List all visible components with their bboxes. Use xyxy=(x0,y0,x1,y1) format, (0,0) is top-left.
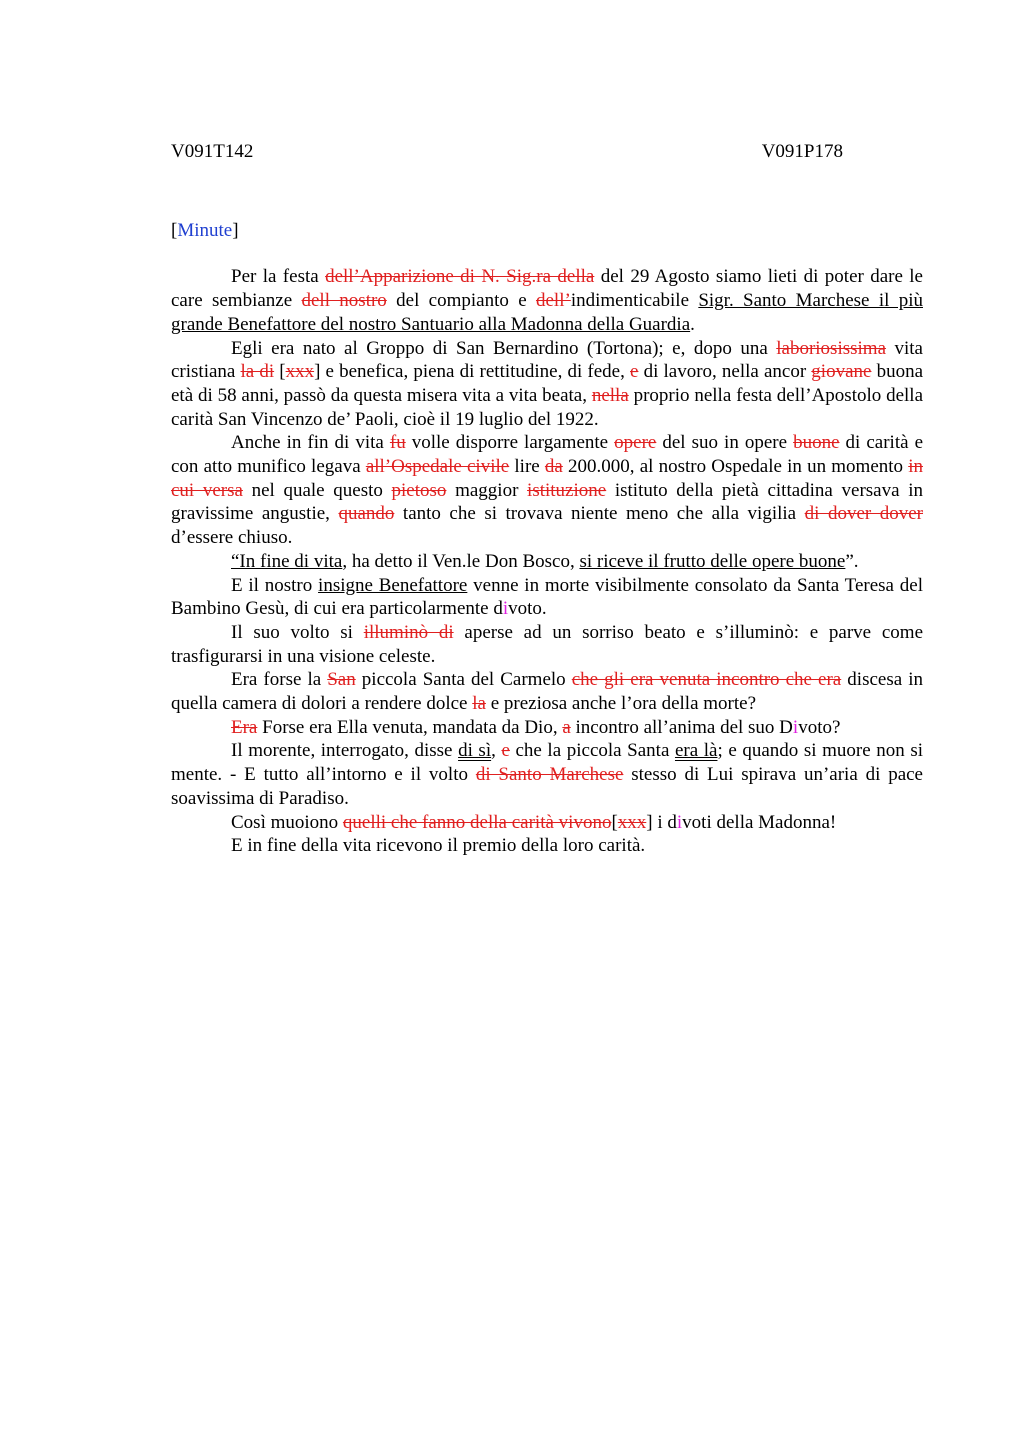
deleted-text: all’Ospedale civile xyxy=(365,456,510,478)
document-header xyxy=(171,140,843,164)
paragraph-11: E in fine della vita ricevono il premio della loro carità. xyxy=(231,835,646,857)
deleted-text: pietoso xyxy=(391,479,447,501)
paragraph-1: Per la festa dell’Apparizione di N. Sig.ra della del 29 Agosto siamo lieti di poter dare le care sembianze dell nostro del compianto e dell’indimenticabile Sigr. Santo Marchese il più grande Benefattore del nostro Santuario alla Madonna della Guardia. xyxy=(171,266,923,335)
deleted-text: giovane xyxy=(811,361,872,383)
double-underlined-text: di sì xyxy=(458,740,492,762)
underlined-text: si riceve il frutto delle opere buone xyxy=(579,550,846,572)
deleted-text: dell’ xyxy=(535,290,571,312)
double-underlined-text: era là xyxy=(674,740,718,762)
right-code: V091P178 xyxy=(761,141,843,162)
deleted-text: e xyxy=(501,740,510,762)
paragraph-9: Il morente, interrogato, disse di sì, e che la piccola Santa era là; e quando si muore non si mente. - E tutto all’intorno e il volto di Santo Marchese stesso di Lui spirava un’aria di pace soavissima di Paradiso. xyxy=(171,740,924,809)
paragraph-5: E il nostro insigne Benefattore venne in morte visibilmente consolato da Santa Teresa del Bambino Gesù, di cui era particolarmente divoto. xyxy=(171,574,923,620)
paragraph-8: Era Forse era Ella venuta, mandata da Dio, a incontro all’anima del suo Divoto? xyxy=(231,716,841,738)
deleted-text: opere xyxy=(614,432,657,454)
deleted-text: di Santo Marchese xyxy=(475,764,624,786)
deleted-text: la di xyxy=(240,361,275,383)
deleted-text: istituzione xyxy=(527,479,607,501)
section-label: [Minute] xyxy=(171,219,239,241)
deleted-text: buone xyxy=(793,432,840,454)
deleted-text: dell’Apparizione di N. Sig.ra della xyxy=(325,266,595,288)
deleted-text: Era xyxy=(231,716,258,738)
paragraph-6: Il suo volto si illuminò di aperse ad un sorriso beato e s’illuminò: e parve come trasfigurarsi in una visione celeste. xyxy=(171,621,923,667)
document-page xyxy=(171,140,923,858)
deleted-text: a xyxy=(562,716,571,738)
paragraph-10: Così muoiono quelli che fanno della carità vivono[xxx] i divoti della Madonna! xyxy=(231,811,837,833)
paragraph-3: Anche in fin di vita fu volle disporre largamente opere del suo in opere buone di carità e con atto munifico legava all’Ospedale civile lire da 200.000, al nostro Ospedale in un momento in cui versa nel quale questo pietoso maggior istituzione istituto della pietà cittadina versava in gravissime angustie, quando tanto che si trovava niente meno che alla vigilia di dover dover d’essere chiuso. xyxy=(171,432,923,549)
deleted-text: che gli era venuta incontro che era xyxy=(571,669,842,691)
inserted-letter: i xyxy=(676,811,683,833)
paragraph-7: Era forse la San piccola Santa del Carmelo che gli era venuta incontro che era discesa in quella camera di dolori a rendere dolce la e preziosa anche l’ora della morte? xyxy=(171,669,923,715)
deleted-text: di dover dover xyxy=(804,503,923,525)
deleted-text: quando xyxy=(338,503,395,525)
underlined-text: Sigr. Santo Marchese il più grande Benefattore del nostro Santuario alla Madonna della Guardia xyxy=(171,290,923,335)
paragraph-4: “In fine di vita, ha detto il Ven.le Don Bosco, si riceve il frutto delle opere buone”. xyxy=(231,550,859,572)
underlined-text: insigne Benefattore xyxy=(318,574,468,596)
deleted-text: San xyxy=(327,669,356,691)
inserted-letter: i xyxy=(502,598,509,620)
deleted-text: xxx xyxy=(285,361,315,383)
deleted-text: dell nostro xyxy=(301,290,387,312)
deleted-text: e xyxy=(630,361,639,383)
deleted-text: da xyxy=(544,456,563,478)
deleted-text: illuminò di xyxy=(363,621,454,643)
deleted-text: xxx xyxy=(617,811,647,833)
section-label-text: Minute xyxy=(177,219,233,241)
deleted-text: quelli che fanno della carità vivono xyxy=(342,811,612,833)
deleted-text: laboriosissima xyxy=(776,337,887,359)
left-code: V091T142 xyxy=(171,141,254,162)
inserted-letter: i xyxy=(792,716,799,738)
deleted-text: in cui versa xyxy=(171,456,923,501)
deleted-text: nella xyxy=(591,384,629,406)
paragraph-2: Egli era nato al Groppo di San Bernardino (Tortona); e, dopo una laboriosissima vita cristiana la di [xxx] e benefica, piena di rettitudine, di fede, e di lavoro, nella ancor giovane buona età di 58 anni, passò da questa misera vita a vita beata, nella proprio nella festa dell’Apostolo della carità San Vincenzo de’ Paoli, cioè il 19 luglio del 1922. xyxy=(171,337,924,430)
deleted-text: fu xyxy=(389,432,406,454)
deleted-text: la xyxy=(472,693,486,715)
underlined-text: “In fine di vita xyxy=(231,550,343,572)
